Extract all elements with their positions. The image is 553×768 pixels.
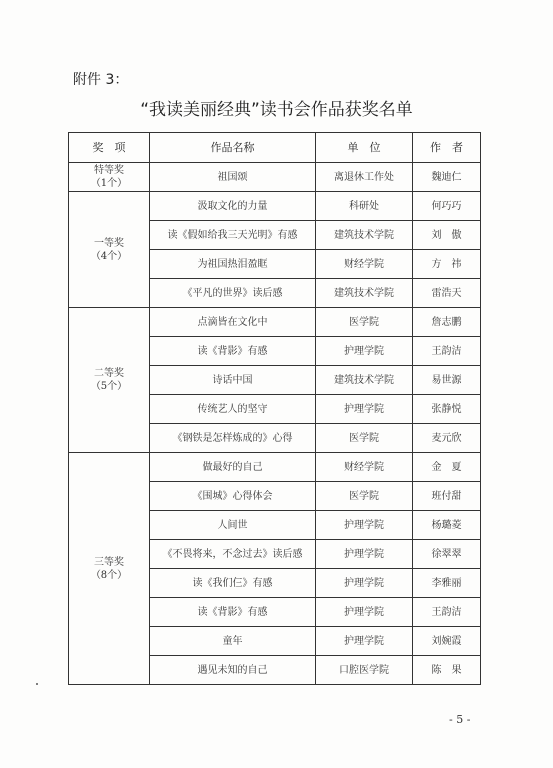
author-cell: 易世源	[413, 366, 481, 395]
author-cell: 雷浩天	[413, 279, 481, 308]
table-header-row	[69, 133, 481, 163]
unit-cell: 护理学院	[316, 511, 413, 540]
author-cell: 何巧巧	[413, 192, 481, 221]
work-cell: 传统艺人的坚守	[150, 395, 316, 424]
award-table	[68, 132, 481, 685]
work-cell: 汲取文化的力量	[150, 192, 316, 221]
work-cell: 点滴皆在文化中	[150, 308, 316, 337]
author-cell: 徐翠翠	[413, 540, 481, 569]
work-cell: 《平凡的世界》读后感	[150, 279, 316, 308]
work-cell: 诗话中国	[150, 366, 316, 395]
header-prize: 奖 项	[69, 133, 150, 163]
author-cell: 方 祎	[413, 250, 481, 279]
prize-cell	[69, 453, 150, 685]
award-table-body	[69, 163, 481, 685]
work-cell: 读《背影》有感	[150, 598, 316, 627]
prize-name: 特等奖	[94, 165, 124, 176]
unit-cell: 护理学院	[316, 627, 413, 656]
work-cell: 《不畏将来，不念过去》读后感	[150, 540, 316, 569]
unit-cell: 建筑技术学院	[316, 221, 413, 250]
work-cell: 读《假如给我三天光明》有感	[150, 221, 316, 250]
work-cell: 人间世	[150, 511, 316, 540]
document-title: “我读美丽经典”读书会作品获奖名单	[140, 100, 413, 120]
prize-count: （5个）	[90, 381, 128, 392]
prize-cell	[69, 163, 150, 192]
page-number: - 5 -	[449, 713, 471, 726]
work-cell: 做最好的自己	[150, 453, 316, 482]
prize-cell	[69, 192, 150, 308]
unit-cell: 科研处	[316, 192, 413, 221]
author-cell: 金 夏	[413, 453, 481, 482]
work-cell: 童年	[150, 627, 316, 656]
prize-name: 一等奖	[94, 237, 124, 249]
unit-cell: 医学院	[316, 424, 413, 453]
unit-cell: 建筑技术学院	[316, 366, 413, 395]
attachment-label: 附件 3：	[73, 72, 129, 88]
author-cell: 刘婉霞	[413, 627, 481, 656]
table-row	[69, 192, 481, 221]
work-cell: 祖国颂	[150, 163, 316, 192]
prize-count: （4个）	[90, 250, 128, 262]
table-row	[69, 453, 481, 482]
unit-cell: 护理学院	[316, 598, 413, 627]
unit-cell: 口腔医学院	[316, 656, 413, 685]
work-cell: 《钢铁是怎样炼成的》心得	[150, 424, 316, 453]
unit-cell: 建筑技术学院	[316, 279, 413, 308]
author-cell: 张静悦	[413, 395, 481, 424]
author-cell: 魏迪仁	[413, 163, 481, 192]
unit-cell: 护理学院	[316, 395, 413, 424]
scan-speck	[36, 683, 38, 685]
prize-name: 三等奖	[94, 556, 124, 568]
prize-count: （8个）	[90, 569, 128, 581]
author-cell: 詹志鹏	[413, 308, 481, 337]
header-unit: 单 位	[316, 133, 413, 163]
header-work: 作品名称	[150, 133, 316, 163]
unit-cell: 财经学院	[316, 250, 413, 279]
author-cell: 王韵洁	[413, 337, 481, 366]
author-cell: 班付甜	[413, 482, 481, 511]
prize-name: 二等奖	[94, 368, 124, 379]
author-cell: 陈 果	[413, 656, 481, 685]
prize-cell	[69, 308, 150, 453]
author-cell: 刘 傲	[413, 221, 481, 250]
header-author: 作 者	[413, 133, 481, 163]
unit-cell: 护理学院	[316, 569, 413, 598]
work-cell: 读《我们仨》有感	[150, 569, 316, 598]
author-cell: 李雅丽	[413, 569, 481, 598]
author-cell: 麦元欣	[413, 424, 481, 453]
author-cell: 王韵洁	[413, 598, 481, 627]
work-cell: 为祖国热泪盈眶	[150, 250, 316, 279]
table-row	[69, 163, 481, 192]
unit-cell: 财经学院	[316, 453, 413, 482]
author-cell: 杨璐菱	[413, 511, 481, 540]
unit-cell: 护理学院	[316, 540, 413, 569]
prize-count: （1个）	[90, 178, 128, 189]
unit-cell: 医学院	[316, 308, 413, 337]
work-cell: 读《背影》有感	[150, 337, 316, 366]
unit-cell: 护理学院	[316, 337, 413, 366]
work-cell: 《围城》心得体会	[150, 482, 316, 511]
work-cell: 遇见未知的自己	[150, 656, 316, 685]
unit-cell: 医学院	[316, 482, 413, 511]
unit-cell: 离退休工作处	[316, 163, 413, 192]
table-row	[69, 308, 481, 337]
